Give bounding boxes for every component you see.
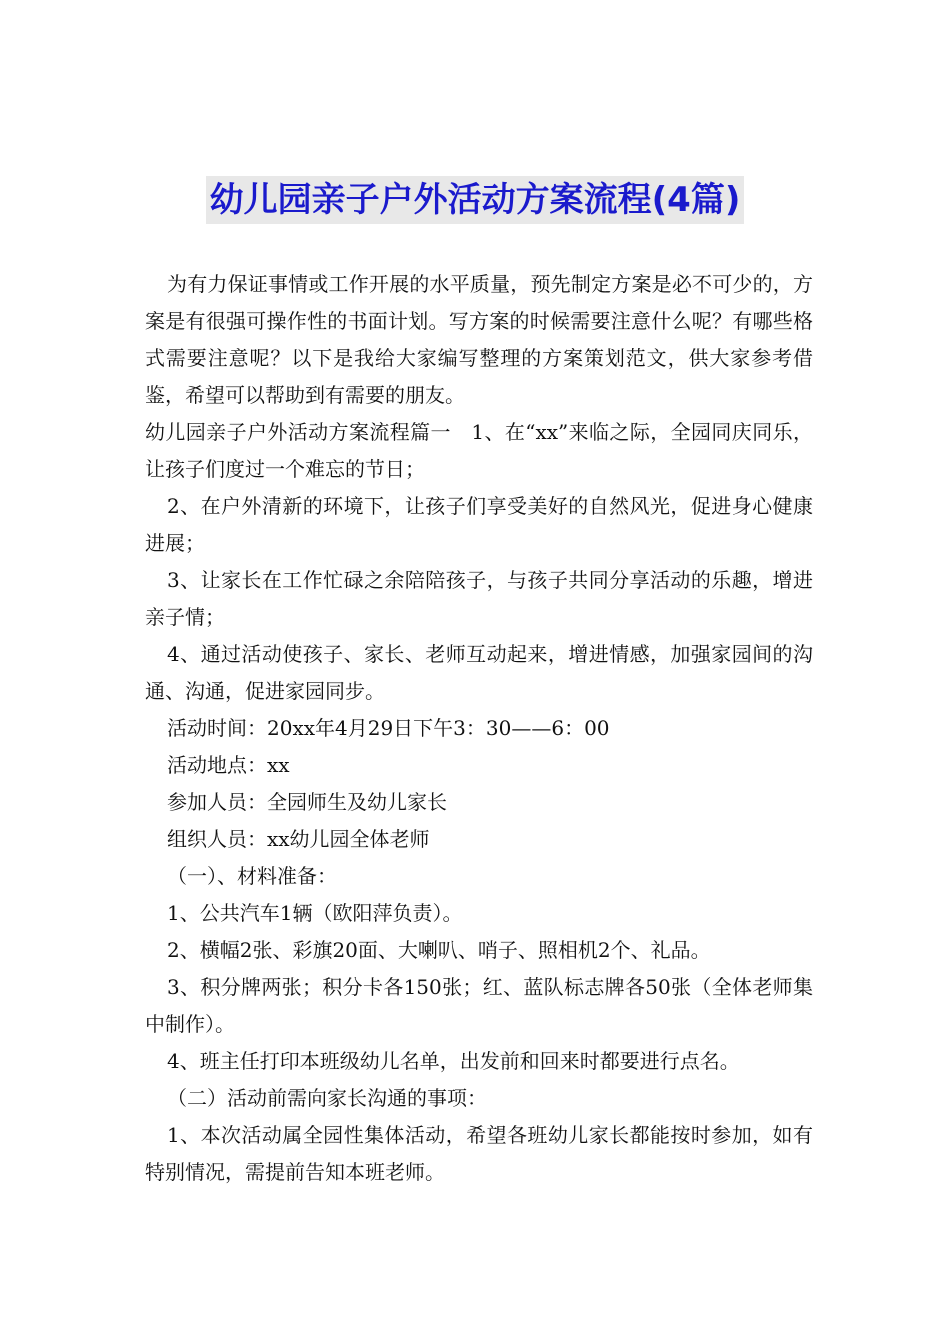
paragraph: 1、本次活动属全园性集体活动，希望各班幼儿家长都能按时参加，如有特别情况，需提前告知本班老师。 — [145, 1123, 813, 1184]
paragraph: 3、让家长在工作忙碌之余陪陪孩子，与孩子共同分享活动的乐趣，增进亲子情； — [145, 568, 813, 629]
title-container — [0, 176, 950, 224]
paragraph: 参加人员：全园师生及幼儿家长 — [167, 790, 447, 814]
paragraph: 4、班主任打印本班级幼儿名单，出发前和回来时都要进行点名。 — [167, 1049, 740, 1073]
paragraph: 活动时间：20xx年4月29日下午3：30——6：00 — [167, 716, 610, 740]
paragraph: 1、公共汽车1辆（欧阳萍负责）。 — [167, 901, 463, 925]
paragraph: （一）、材料准备： — [167, 864, 337, 888]
document-body — [145, 266, 813, 1191]
paragraph: （二）活动前需向家长沟通的事项： — [167, 1086, 487, 1110]
paragraph: 3、积分牌两张；积分卡各150张；红、蓝队标志牌各50张（全体老师集中制作）。 — [145, 975, 813, 1036]
paragraph: 幼儿园亲子户外活动方案流程篇一 1、在“xx”来临之际，全园同庆同乐，让孩子们度过一个难忘的节日； — [145, 420, 813, 481]
document-title: 幼儿园亲子户外活动方案流程(4篇) — [206, 176, 745, 224]
paragraph: 4、通过活动使孩子、家长、老师互动起来，增进情感，加强家园间的沟通、沟通，促进家园同步。 — [145, 642, 813, 703]
paragraph: 2、横幅2张、彩旗20面、大喇叭、哨子、照相机2个、礼品。 — [167, 938, 711, 962]
paragraph: 活动地点：xx — [167, 753, 290, 777]
paragraph: 组织人员：xx幼儿园全体老师 — [167, 827, 430, 851]
paragraph: 为有力保证事情或工作开展的水平质量，预先制定方案是必不可少的，方案是有很强可操作性的书面计划。写方案的时候需要注意什么呢？有哪些格式需要注意呢？以下是我给大家编写整理的方案策划范文，供大家参考借鉴，希望可以帮助到有需要的朋友。 — [145, 272, 813, 407]
paragraph: 2、在户外清新的环境下，让孩子们享受美好的自然风光，促进身心健康进展； — [145, 494, 813, 555]
